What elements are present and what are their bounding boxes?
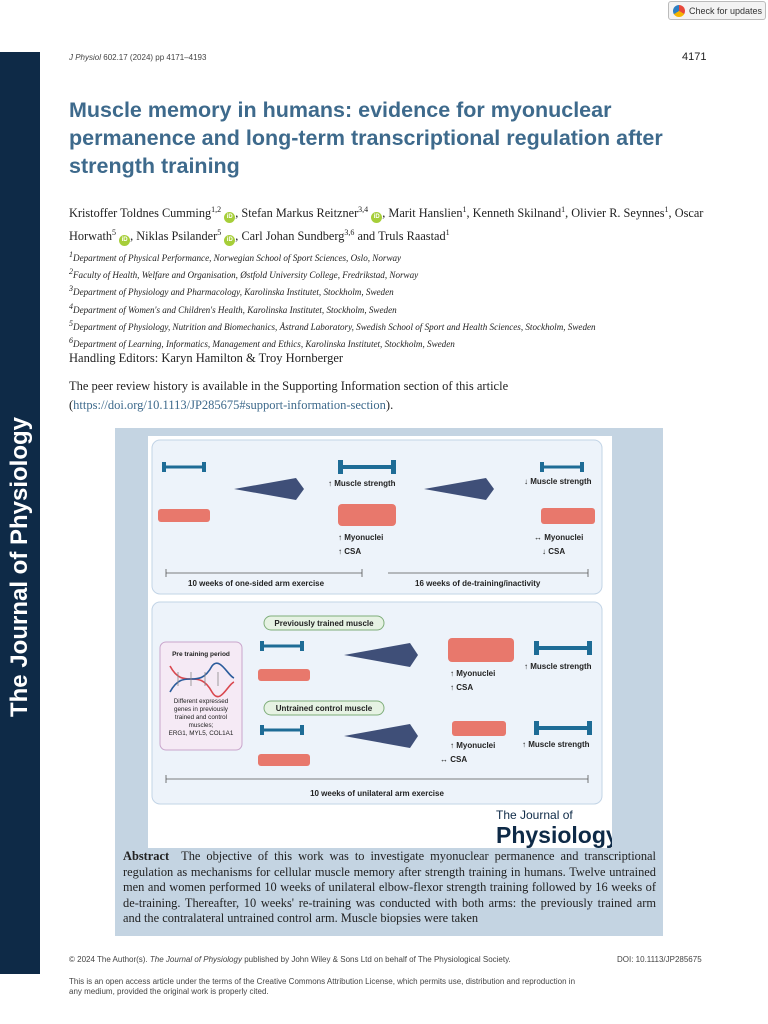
author: Stefan Markus Reitzner xyxy=(241,206,359,221)
doi: DOI: 10.1113/JP285675 xyxy=(617,955,702,964)
muscle-small xyxy=(258,669,310,681)
sidebar-journal-name: The Journal of Physiology xyxy=(6,416,33,718)
period-detraining: 16 weeks of de-training/inactivity xyxy=(415,579,541,588)
pre-training-title: Pre training period xyxy=(172,651,230,658)
volume-pages: 602.17 (2024) pp 4171–4193 xyxy=(101,53,207,62)
author: Niklas Psilander xyxy=(136,229,218,244)
copyright-post: published by John Wiley & Sons Ltd on behalf of The Physiological Society. xyxy=(241,955,511,964)
license-note: This is an open access article under the terms of the Creative Commons Attribution License, which permits use, distribution and reproduction in any medium, provided the original work is properly cited. xyxy=(69,977,576,996)
copyright-pre: © 2024 The Author(s). xyxy=(69,955,150,964)
pre-training-text: Different expressed genes in previously trained and control muscles; ERG1, MYL5, COL1A1 xyxy=(168,698,234,737)
graphical-abstract xyxy=(148,436,612,848)
affiliation-number: 5 xyxy=(69,318,73,328)
abstract-label: Abstract xyxy=(123,849,170,863)
orcid-icon[interactable]: iD xyxy=(371,212,382,223)
author: Kristoffer Toldnes Cumming xyxy=(69,206,212,221)
author-affil-sup: 1 xyxy=(561,205,566,214)
author: Marit Hanslien xyxy=(388,206,463,221)
journal-sidebar xyxy=(0,52,40,974)
author-affil-sup: 1 xyxy=(664,205,669,214)
affiliation-text: Department of Physical Performance, Norwegian School of Sport Sciences, Oslo, Norway xyxy=(73,253,402,264)
author-affil-sup: 5 xyxy=(112,228,117,238)
affiliation-number: 2 xyxy=(69,267,73,277)
peer-review-text: The peer review history is available in the Supporting Information section of this article xyxy=(69,379,509,393)
check-updates-label: Check for updates xyxy=(689,5,763,16)
affiliation-list xyxy=(69,248,729,351)
logo-small: The Journal of xyxy=(496,808,573,822)
author-affil-sup: 1 xyxy=(445,228,450,238)
affiliation-number: 3 xyxy=(69,284,73,294)
affiliation xyxy=(69,282,729,299)
author-list: Kristoffer Toldnes Cumming$^{1,2}$ iD , Stefan Markus Reitzner$^{3,4}$ iD , Marit Hanslien$^1$, Kenneth Skilnand$^1$, Olivier R. Seynnes$^1$, Oscar Horwath$^5$ iD , Niklas Psilander$^5$ iD , Carl Johan Sundberg$^{3,6}$ and Truls Raastad$^1$ xyxy=(69,200,719,246)
trained-strength: ↑ Muscle strength xyxy=(524,662,592,671)
top-csa-up: ↑ CSA xyxy=(338,547,362,556)
top-csa-down: ↓ CSA xyxy=(542,547,566,556)
peer-review-link[interactable]: https://doi.org/10.1113/JP285675#support-information-section xyxy=(73,398,386,412)
page-number: 4171 xyxy=(682,51,707,63)
paren-open: ( xyxy=(69,398,74,412)
affiliation-number: 6 xyxy=(69,336,73,346)
author-affil-sup: 1,2 xyxy=(211,205,222,214)
author: Olivier R. Seynnes xyxy=(571,206,665,221)
muscle-large xyxy=(338,504,396,526)
author: Oscar Horwath xyxy=(69,206,704,244)
abstract-text: The objective of this work was to investigate myonuclear permanence and transcriptional regulation as mechanisms for cellular muscle memory after strength training in humans. Twelve untrained men and women performed 10 weeks of unilateral elbow-flexor strength training followed by 16 weeks of de-training. Thereafter, 10 weeks' re-training was conducted with both arms: the previously trained arm and the contralateral untrained control arm. Muscle biopsies were taken xyxy=(123,849,656,926)
untrained-strength: ↑ Muscle strength xyxy=(522,740,590,749)
affiliation xyxy=(69,317,729,334)
muscle-small xyxy=(258,754,310,766)
affiliation-text: Department of Physiology, Nutrition and Biomechanics, Åstrand Laboratory, Swedish School of Sport and Health Sciences, Stockholm, Sweden xyxy=(73,321,596,332)
crossmark-icon xyxy=(673,5,685,17)
author-affil-sup: 3,6 xyxy=(344,228,355,238)
orcid-icon[interactable]: iD xyxy=(119,235,130,246)
author: Kenneth Skilnand xyxy=(472,206,562,221)
journal-reference xyxy=(69,53,206,62)
affiliation-text: Department of Women's and Children's Health, Karolinska Institutet, Stockholm, Sweden xyxy=(73,304,397,315)
author: Carl Johan Sundberg xyxy=(241,229,345,244)
top-strength-up: ↑ Muscle strength xyxy=(328,479,396,488)
muscle-medium xyxy=(541,508,595,524)
muscle-large xyxy=(448,638,514,662)
author: Truls Raastad xyxy=(378,229,446,244)
author-affil-sup: 1 xyxy=(462,205,467,214)
peer-review-note xyxy=(69,377,719,415)
trained-label: Previously trained muscle xyxy=(274,619,374,628)
period-unilateral: 10 weeks of unilateral arm exercise xyxy=(310,789,444,798)
affiliation xyxy=(69,248,729,265)
paren-close: ). xyxy=(385,398,394,412)
untrained-csa: ↔ CSA xyxy=(440,755,468,764)
trained-myonuclei: ↑ Myonuclei xyxy=(450,669,496,678)
copyright-journal: The Journal of Physiology xyxy=(149,955,242,964)
article-title: Muscle memory in humans: evidence for myonuclear permanence and long-term transcriptional regulation after strength training xyxy=(69,98,663,178)
check-updates-button[interactable] xyxy=(668,1,766,20)
abstract xyxy=(123,849,656,927)
orcid-icon[interactable]: iD xyxy=(224,235,235,246)
copyright-line xyxy=(69,955,511,964)
affiliation-text: Faculty of Health, Welfare and Organisation, Østfold University College, Fredrikstad, Norway xyxy=(73,270,419,281)
journal-abbrev: J Physiol xyxy=(69,53,102,62)
period-one-sided: 10 weeks of one-sided arm exercise xyxy=(188,579,325,588)
trained-csa: ↑ CSA xyxy=(450,683,474,692)
affiliation-number: 4 xyxy=(69,301,73,311)
author-affil-sup: 5 xyxy=(217,228,222,238)
top-myonuclei-same: ↔ Myonuclei xyxy=(534,533,584,542)
untrained-myonuclei: ↑ Myonuclei xyxy=(450,741,496,750)
top-myonuclei-up: ↑ Myonuclei xyxy=(338,533,384,542)
untrained-label: Untrained control muscle xyxy=(275,704,373,713)
top-strength-down: ↓ Muscle strength xyxy=(524,477,592,486)
affiliation xyxy=(69,334,729,351)
affiliation-text: Department of Physiology and Pharmacology, Karolinska Institutet, Stockholm, Sweden xyxy=(73,287,394,298)
affiliation xyxy=(69,265,729,282)
author-affil-sup: 3,4 xyxy=(358,205,369,214)
handling-editors: Handling Editors: Karyn Hamilton & Troy Hornberger xyxy=(69,351,344,365)
muscle-medium xyxy=(452,721,506,736)
logo-big: Physiology xyxy=(496,822,612,848)
affiliation-number: 1 xyxy=(69,250,73,259)
orcid-icon[interactable]: iD xyxy=(224,212,235,223)
muscle-small xyxy=(158,509,210,522)
affiliation xyxy=(69,300,729,317)
affiliation-text: Department of Learning, Informatics, Management and Ethics, Karolinska Institutet, Stockholm, Sweden xyxy=(73,339,455,350)
